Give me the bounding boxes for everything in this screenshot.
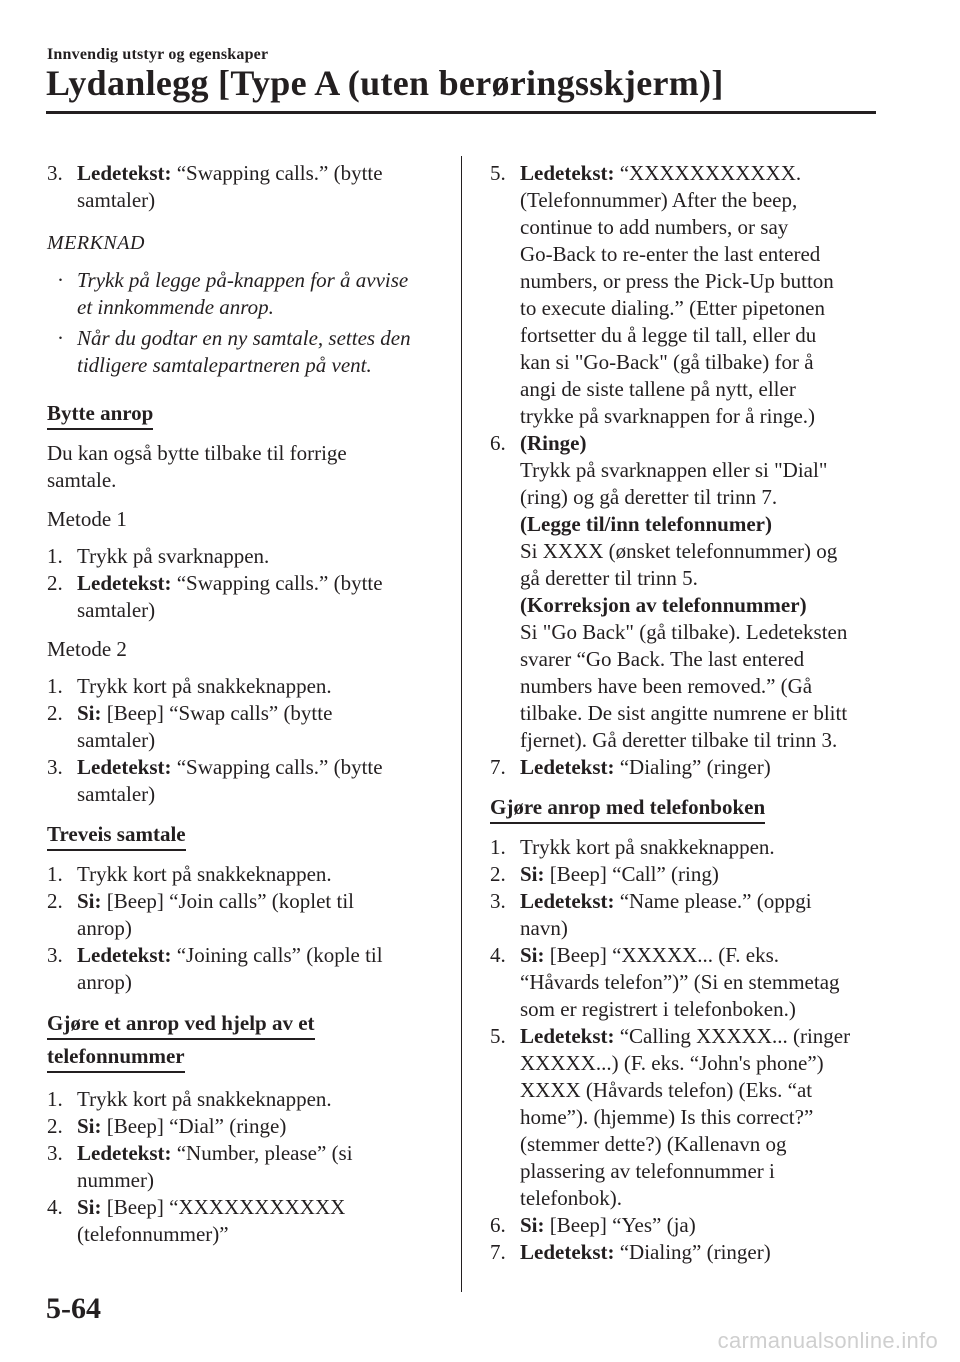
step-text: tilbake. De sist angitte numrene er blitt (520, 701, 848, 725)
step (47, 673, 447, 700)
step-text: numbers have been removed.” (Gå (520, 674, 813, 698)
step (47, 888, 447, 942)
step-text: [Beep] “Call” (ring) (544, 862, 719, 886)
step-text: [Beep] “Yes” (ja) (544, 1213, 696, 1237)
para-text: Du kan også bytte tilbake til forrige (47, 441, 347, 465)
note-text: Når du godtar en ny samtale, settes den (77, 326, 411, 350)
note-bullet (47, 325, 447, 379)
step-number: 1. (490, 835, 506, 859)
step-label: Si: (77, 1195, 102, 1219)
page-title: Lydanlegg [Type A (uten berøringsskjerm)] (46, 63, 724, 103)
step-number: 5. (490, 161, 506, 185)
step-text-cont: navn) (520, 916, 568, 940)
step-text: Si XXXX (ønsket telefonnummer) og (520, 539, 838, 563)
note-text: Trykk på legge på-knappen for å avvise (77, 268, 409, 292)
heading-telefonnummer (47, 1010, 447, 1076)
step-text-cont: home”). (hjemme) Is this correct?” (520, 1105, 814, 1129)
step-text: Trykk kort på snakkeknappen. (77, 1087, 332, 1111)
step-number: 4. (47, 1195, 63, 1219)
bullet-dot: · (57, 268, 64, 292)
step-subheading: (Korreksjon av telefonnummer) (520, 593, 807, 617)
step-label: Si: (77, 701, 102, 725)
step-text-cont: nummer) (77, 1168, 154, 1192)
step-text-cont: plassering av telefonnummer i (520, 1159, 775, 1183)
note-bullet (47, 267, 447, 321)
step-text-cont: (telefonnummer)” (77, 1222, 229, 1246)
step-label: Si: (520, 862, 545, 886)
para-text: samtale. (47, 468, 117, 492)
watermark: carmanualsonline.info (717, 1328, 938, 1353)
step-number: 6. (490, 431, 506, 455)
step-text-cont: to execute dialing.” (Etter pipetonen (520, 296, 825, 320)
note-label: MERKNAD (47, 232, 145, 254)
step-text: “Dialing” (ringer) (614, 1240, 771, 1264)
step-text: “Swapping calls.” (bytte (171, 571, 383, 595)
step-number: 2. (490, 862, 506, 886)
step-label: Ledetekst: (77, 1141, 172, 1165)
step (490, 942, 885, 1023)
note-text: et innkommende anrop. (77, 295, 274, 319)
step-label: Ledetekst: (520, 1024, 615, 1048)
step-number: 1. (47, 862, 63, 886)
step-label: Ledetekst: (77, 755, 172, 779)
step-label: Si: (77, 889, 102, 913)
step-label: Si: (77, 1114, 102, 1138)
step-label: Ledetekst: (77, 943, 172, 967)
step-text-cont: anrop) (77, 916, 132, 940)
step-number: 7. (490, 1240, 506, 1264)
step-text-cont: anrop) (77, 970, 132, 994)
step-text-cont: kan si "Go-Back" (gå tilbake) for å (520, 350, 814, 374)
step-text-cont: trykke på svarknappen for å ringe.) (520, 404, 816, 428)
step-number: 2. (47, 889, 63, 913)
step-number: 3. (490, 889, 506, 913)
step-text-cont: Go-Back to re-enter the last entered (520, 242, 821, 266)
step-number: 2. (47, 701, 63, 725)
step-text: “Number, please” (si (171, 1141, 353, 1165)
heading-bytte-anrop: Bytte anrop (47, 401, 153, 430)
step-text-cont: samtaler) (77, 598, 156, 622)
left-column (47, 160, 447, 1248)
step-text-cont: (Telefonnummer) After the beep, (520, 188, 798, 212)
step-number: 5. (490, 1024, 506, 1048)
step (490, 1212, 885, 1239)
step (490, 430, 885, 754)
step-text-cont: samtaler) (77, 188, 156, 212)
step-text: Trykk kort på snakkeknappen. (77, 674, 332, 698)
step-label: Ledetekst: (520, 161, 615, 185)
step-text-cont: samtaler) (77, 728, 156, 752)
paragraph (47, 440, 447, 494)
step-number: 2. (47, 1114, 63, 1138)
step-text: Si "Go Back" (gå tilbake). Ledeteksten (520, 620, 848, 644)
heading-line: telefonnummer (47, 1044, 185, 1073)
page-number: 5-64 (46, 1292, 101, 1325)
step (47, 570, 447, 624)
step-text-cont: fortsetter du å legge til tall, eller du (520, 323, 817, 347)
step-number: 1. (47, 1087, 63, 1111)
step-text: “Name please.” (oppgi (614, 889, 812, 913)
step-text: [Beep] “Dial” (ringe) (101, 1114, 287, 1138)
step-text: “Dialing” (ringer) (614, 755, 771, 779)
step-label: Ledetekst: (520, 755, 615, 779)
step (490, 754, 885, 781)
step-text: Trykk kort på snakkeknappen. (520, 835, 775, 859)
step-number: 3. (47, 755, 63, 779)
step-text: Trykk kort på snakkeknappen. (77, 862, 332, 886)
step-label: Ledetekst: (77, 161, 172, 185)
method-2-label: Metode 2 (47, 637, 127, 661)
step-text: gå deretter til trinn 5. (520, 566, 698, 590)
step (47, 700, 447, 754)
step-number: 4. (490, 943, 506, 967)
step (47, 1140, 447, 1194)
step-number: 3. (47, 161, 63, 185)
step (47, 861, 447, 888)
step (47, 1113, 447, 1140)
step-text-cont: numbers, or press the Pick-Up button (520, 269, 834, 293)
step-number: 1. (47, 674, 63, 698)
step-label: Ledetekst: (77, 571, 172, 595)
step-number: 6. (490, 1213, 506, 1237)
step-text: [Beep] “Join calls” (koplet til (101, 889, 355, 913)
step-text-cont: som er registrert i telefonboken.) (520, 997, 796, 1021)
step (490, 834, 885, 861)
step-label: Ledetekst: (520, 1240, 615, 1264)
step (490, 1023, 885, 1212)
step-label: Si: (520, 943, 545, 967)
step-label: Ledetekst: (520, 889, 615, 913)
title-rule (46, 111, 876, 114)
step-text-cont: samtaler) (77, 782, 156, 806)
step-text: “Joining calls” (kople til (171, 943, 383, 967)
heading-telefonboken: Gjøre anrop med telefonboken (490, 795, 765, 824)
step-text: “Swapping calls.” (bytte (171, 161, 383, 185)
step-text: “Calling XXXXX... (ringer (614, 1024, 851, 1048)
step-text: [Beep] “XXXXXXXXXXX (101, 1195, 346, 1219)
step (490, 888, 885, 942)
step-text: (ring) og gå deretter til trinn 7. (520, 485, 778, 509)
right-column (490, 160, 885, 1266)
bullet-dot: · (57, 326, 64, 350)
step-text-cont: XXXX (Håvards telefon) (Eks. “at (520, 1078, 813, 1102)
step (490, 160, 885, 430)
step-text-cont: continue to add numbers, or say (520, 215, 789, 239)
step-text: Trykk på svarknappen. (77, 544, 270, 568)
method-1-label: Metode 1 (47, 507, 127, 531)
step (47, 942, 447, 996)
step (47, 754, 447, 808)
step-text-cont: XXXXX...) (F. eks. “John's phone”) (520, 1051, 824, 1075)
step-text: [Beep] “XXXXX... (F. eks. (544, 943, 780, 967)
step-label: Si: (520, 1213, 545, 1237)
note-text: tidligere samtalepartneren på vent. (77, 353, 372, 377)
step (47, 160, 447, 214)
step-text-cont: telefonbok). (520, 1186, 623, 1210)
step-subheading: (Legge til/inn telefonnumer) (520, 512, 772, 536)
step (47, 1194, 447, 1248)
step (490, 861, 885, 888)
step-text: “Swapping calls.” (bytte (171, 755, 383, 779)
step-number: 3. (47, 1141, 63, 1165)
step-text-cont: (stemmer dette?) (Kallenavn og (520, 1132, 787, 1156)
step-subheading: (Ringe) (520, 431, 587, 455)
step-text: [Beep] “Swap calls” (bytte (101, 701, 333, 725)
step-number: 2. (47, 571, 63, 595)
step-number: 3. (47, 943, 63, 967)
step-number: 7. (490, 755, 506, 779)
column-divider (461, 156, 462, 1292)
step (47, 1086, 447, 1113)
step (490, 1239, 885, 1266)
step-text-cont: “Håvards telefon”)” (Si en stemmetag (520, 970, 840, 994)
step-text: fjernet). Gå deretter tilbake til trinn 3. (520, 728, 838, 752)
step-number: 1. (47, 544, 63, 568)
step (47, 543, 447, 570)
section-label: Innvendig utstyr og egenskaper (47, 46, 269, 63)
heading-treveis-samtale: Treveis samtale (47, 822, 186, 851)
heading-line: Gjøre et anrop ved hjelp av et (47, 1011, 315, 1040)
step-text: svarer “Go Back. The last entered (520, 647, 805, 671)
step-text: “XXXXXXXXXXX. (614, 161, 802, 185)
step-text-cont: angi de siste tallene på nytt, eller (520, 377, 796, 401)
step-text: Trykk på svarknappen eller si "Dial" (520, 458, 828, 482)
